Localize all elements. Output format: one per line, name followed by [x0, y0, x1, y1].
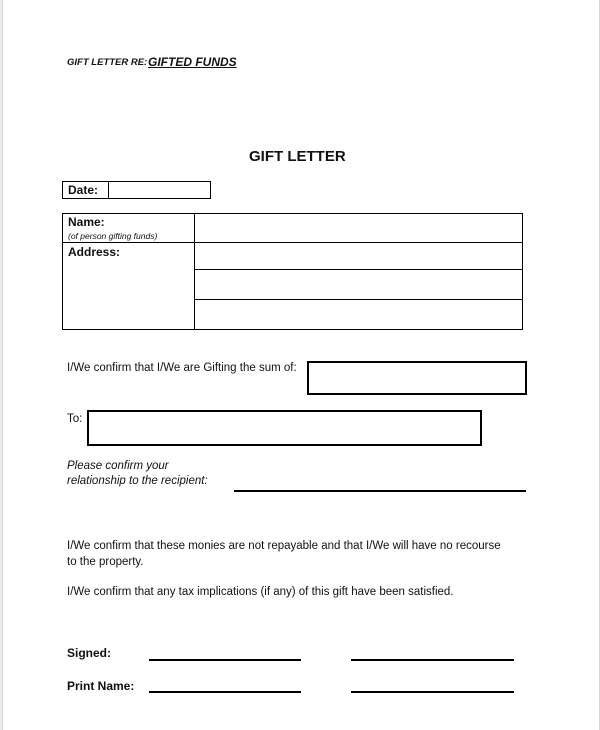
signed-label: Signed: [67, 646, 111, 660]
address-field-line-2[interactable] [195, 270, 522, 299]
relationship-field[interactable] [234, 490, 526, 492]
name-note: (of person gifting funds) [68, 231, 158, 241]
print-name-line-1[interactable] [149, 691, 301, 693]
re-subject: GIFTED FUNDS [148, 55, 237, 69]
address-field-line-1[interactable] [195, 243, 522, 269]
name-label: Name: [68, 215, 105, 229]
address-label: Address: [68, 245, 121, 259]
repayable-statement-line-1: I/We confirm that these monies are not repayable and that I/We will have no recourse [67, 540, 501, 552]
print-name-label: Print Name: [67, 679, 135, 693]
document-page [2, 0, 600, 730]
signature-line-2[interactable] [351, 659, 514, 661]
tax-statement: I/We confirm that any tax implications (if any) of this gift have been satisfied. [67, 586, 454, 598]
signature-line-1[interactable] [149, 659, 301, 661]
print-name-line-2[interactable] [351, 691, 514, 693]
document-title: GIFT LETTER [249, 148, 346, 165]
relationship-label-line-2: relationship to the recipient: [67, 475, 208, 487]
name-field[interactable] [195, 214, 522, 242]
repayable-statement-line-2: to the property. [67, 556, 144, 568]
sum-label: I/We confirm that I/We are Gifting the sum of: [67, 362, 297, 374]
date-label: Date: [68, 183, 99, 197]
re-prefix: GIFT LETTER RE: [67, 57, 148, 68]
date-box [62, 181, 211, 199]
donor-table [62, 213, 523, 330]
relationship-label-line-1: Please confirm your [67, 460, 169, 472]
date-divider [108, 181, 109, 199]
address-field-line-3[interactable] [195, 300, 522, 329]
recipient-field[interactable] [87, 410, 482, 446]
sum-field[interactable] [307, 361, 527, 395]
recipient-label: To: [67, 413, 83, 425]
